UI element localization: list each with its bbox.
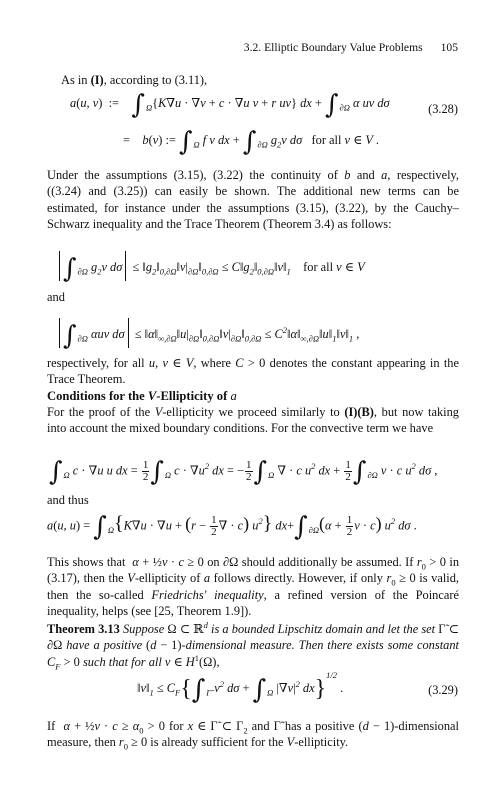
and-thus: and thus bbox=[47, 493, 89, 507]
paragraph-respectively: respectively, for all u, v ∈ V, where C > 0 denotes the constant appearing in the Trace Theorem. bbox=[47, 356, 460, 387]
paragraph-continuity: Under the assumptions (3.15), (3.22) the continuity of b and a, respectively, ((3.24) and (3.25)) can easily be shown. The additional new terms can be estimated, for instance under the assumptions (3.15), (3.22), by the Cauchy–Schwarz inequality and the Trace Theorem (Theorem 3.4) as follows: bbox=[47, 168, 460, 232]
paragraph-proof: For the proof of the V-ellipticity we proceed similarly to (I)(B), but now taking into account the mixed boundary conditions. For the convective term we have bbox=[47, 405, 459, 436]
equation-convective: $\int_\Omega$ c · ∇u u dx = $\frac{1}{2}$ $\int_\Omega$ $c \cdot \nabla u^2$ dx = − $\frac{1}{2}$ $\int_\Omega$ ∇ · c $u^2$ dx + $\frac{1}{2}$ $\int_{\partial\Omega}$ ν · c $u^2$ dσ , bbox=[49, 457, 438, 488]
equation-3-29-number: (3.29) bbox=[428, 683, 458, 697]
section-heading: Conditions for the V-Ellipticity of a bbox=[47, 389, 237, 403]
section-title: 3.2. Elliptic Boundary Value Problems bbox=[243, 41, 423, 54]
paragraph-final: If α + ½ν · $c \ge \alpha_0 > 0$ for x ∈ Γ̃ ⊂ $\Gamma_2$ and Γ̃ has a positive (d − 1)-dimensional measure, then $r_0 \ge 0$ is already sufficient for the V-ellipticity. bbox=[47, 719, 459, 752]
inequality-alpha: $\int_{\partial\Omega}$ αuv $d\sigma \le ‖\alpha‖_{\infty,\partial\Omega}‖u|_{\partial\Omega}‖_{0,\partial\Omega}‖v|_{\partial\Omega}‖_{0,\partial\Omega}$ ≤ $C^2‖\alpha‖_{\infty,\partial\Omega}‖u‖_1‖v‖_1$ , bbox=[56, 318, 359, 348]
theorem-3-13: Theorem 3.13 Suppose Ω ⊂ ℝ$^d$ is a bounded Lipschitz domain and let the set Γ̃ ⊂ ∂Ω have a positive (d − 1)-dimensional measure. Then there exists some constant $C_F > 0$ such that for all v ∈ $H^1(\Omega)$, bbox=[47, 619, 459, 672]
theorem-label: Theorem 3.13 bbox=[47, 622, 120, 636]
equation-3-29: $‖v‖_1 \le C_F\{\int_{\Gammã}$ $v^2$ $d\sigma + \int_\Omega$ $|\nabla v|^2$ dx}$^{1/2}$ . bbox=[137, 670, 344, 705]
page-number: 105 bbox=[440, 41, 458, 54]
equation-3-28-line1: a(u, v) := $\int_\Omega\{K\nabla u \cdot \nabla v + c \cdot \nabla u$ v + r uv} dx + $\int_{\partial\Omega}$ α uv dσ bbox=[70, 90, 390, 120]
paragraph-friedrichs: This shows that α + ½ν · c ≥ 0 on ∂Ω should additionally be assumed. If $r_0 > 0$ in (3.17), then the V-ellipticity of a follows directly. However, if only $r_0 \ge 0$ is valid, then the so-called Friedrichs' inequality, a refined version of the Poincaré inequality, helps (see [25, Theorem 1.9]). bbox=[47, 555, 460, 619]
running-header bbox=[244, 40, 458, 56]
inequality-g2: $\int_{\partial\Omega}$ $g_2v$ $d\sigma \le ‖g_2‖_{0,\partial\Omega}‖v|_{\partial\Omega}‖_{0,\partial\Omega}$ ≤ $C‖g_2‖_{0,\partial\Omega}‖v‖_1$ for all v ∈ V bbox=[56, 251, 365, 281]
intro-line: As in (I), according to (3.11), bbox=[61, 73, 208, 87]
equation-3-28-number: (3.28) bbox=[428, 102, 458, 116]
equation-auu: a(u, $u) = \int_\Omega\{K\nabla u \cdot \nabla u + (r$ − $\frac{1}{2}$ ∇ · c) $u^2$} $dx+\int_{\partial\Omega}(\alpha$ + $\frac{1}{2}$ ν · c) $u^2$ dσ . bbox=[47, 512, 417, 543]
and-word-1: and bbox=[47, 290, 65, 304]
equation-3-28-line2: = b(v) := $\int_\Omega$ f v dx + $\int_{\partial\Omega}$ $g_2v$ dσ for all v ∈ V . bbox=[123, 127, 379, 157]
